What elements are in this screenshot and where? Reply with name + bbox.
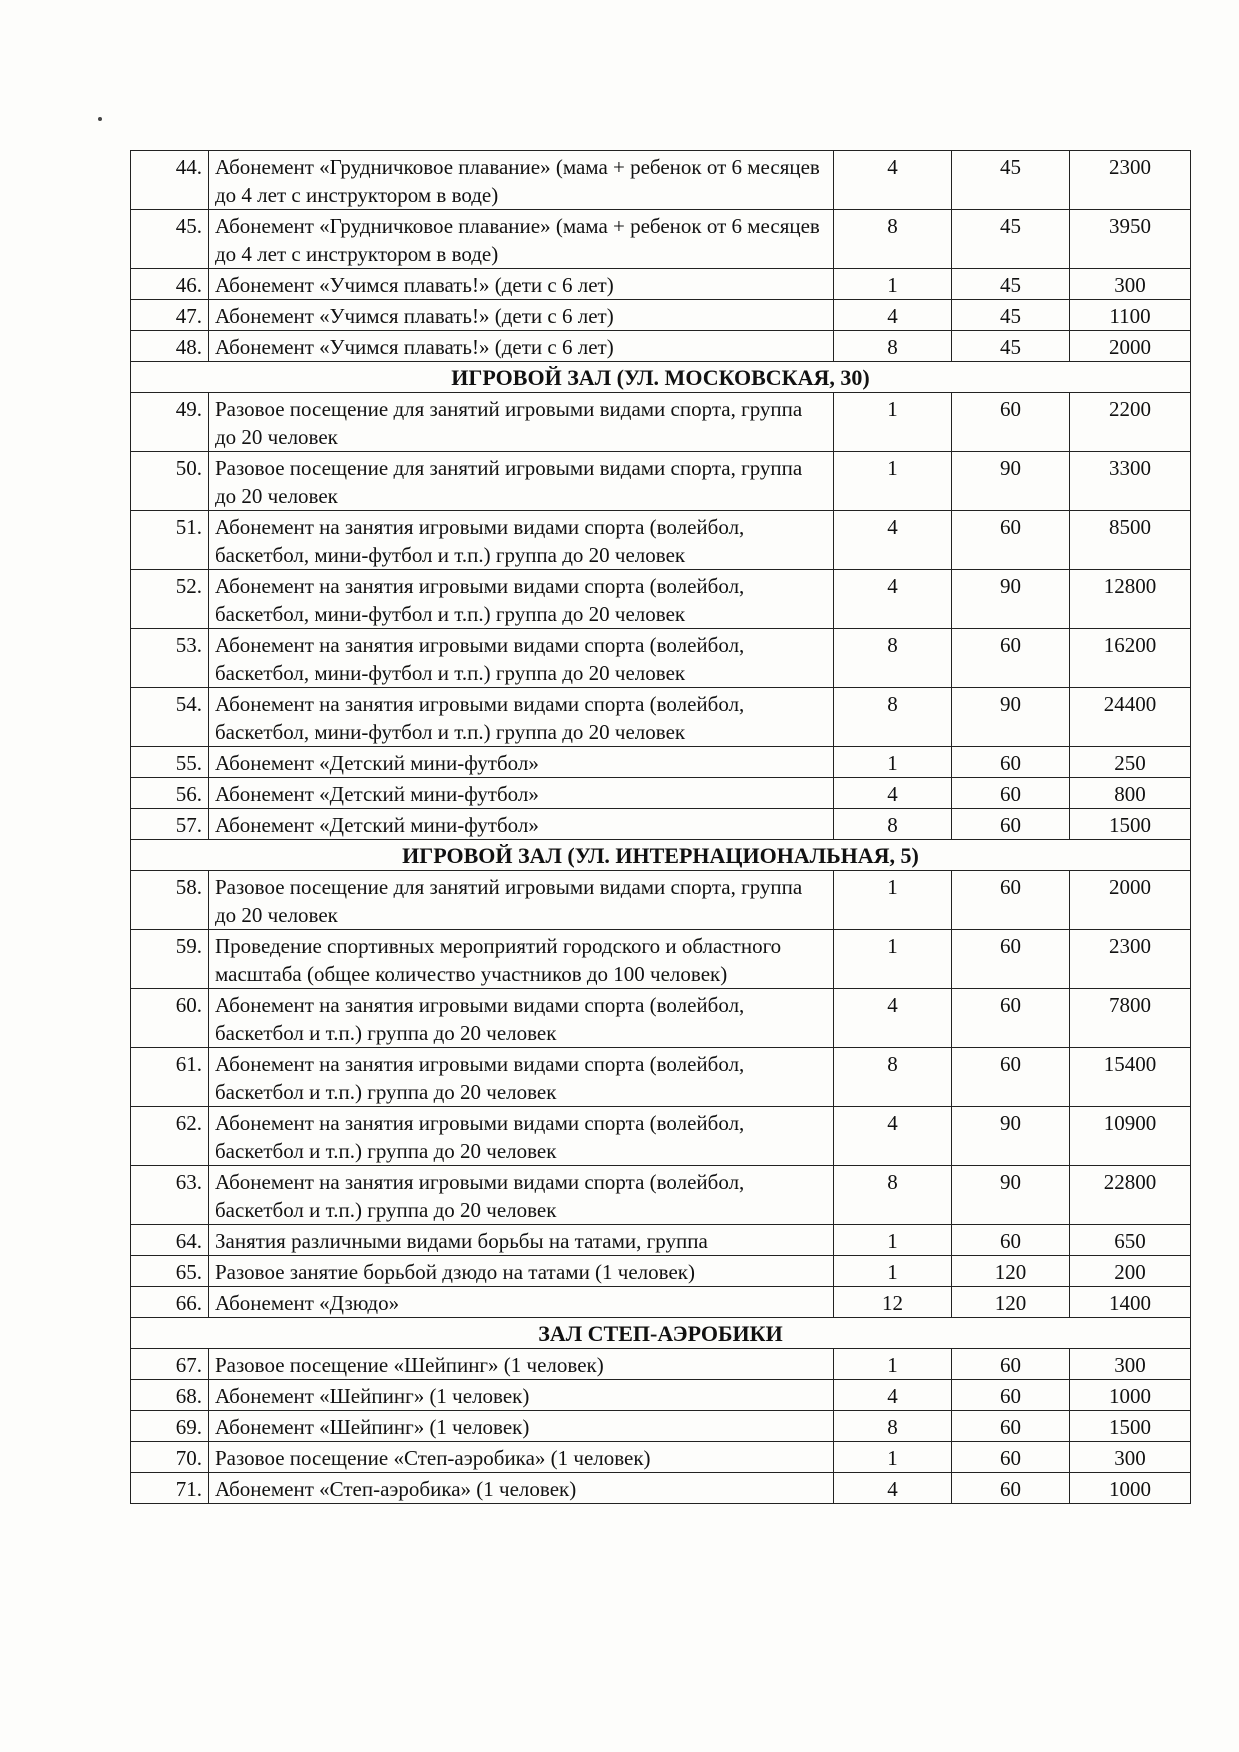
sessions-count-cell: 4 <box>834 1380 952 1411</box>
sessions-count-cell: 8 <box>834 809 952 840</box>
row-number-cell: 51. <box>131 511 209 570</box>
price-cell: 250 <box>1070 747 1191 778</box>
service-name-cell: Разовое посещение «Шейпинг» (1 человек) <box>209 1349 834 1380</box>
service-name-cell: Абонемент «Учимся плавать!» (дети с 6 лет) <box>209 331 834 362</box>
service-name-cell: Абонемент на занятия игровыми видами спорта (волейбол, баскетбол и т.п.) группа до 20 человек <box>209 1107 834 1166</box>
sessions-count-cell: 4 <box>834 570 952 629</box>
service-name-cell: Абонемент на занятия игровыми видами спорта (волейбол, баскетбол, мини-футбол и т.п.) группа до 20 человек <box>209 511 834 570</box>
row-number-cell: 55. <box>131 747 209 778</box>
row-number-cell: 53. <box>131 629 209 688</box>
price-cell: 12800 <box>1070 570 1191 629</box>
service-name-cell: Абонемент «Степ-аэробика» (1 человек) <box>209 1473 834 1504</box>
row-number-cell: 47. <box>131 300 209 331</box>
duration-cell: 120 <box>952 1287 1070 1318</box>
price-cell: 1000 <box>1070 1473 1191 1504</box>
service-name-cell: Разовое посещение для занятий игровыми видами спорта, группа до 20 человек <box>209 871 834 930</box>
table-row <box>131 1411 1191 1442</box>
service-name-cell: Абонемент на занятия игровыми видами спорта (волейбол, баскетбол и т.п.) группа до 20 человек <box>209 1048 834 1107</box>
duration-cell: 45 <box>952 210 1070 269</box>
table-row <box>131 1380 1191 1411</box>
table-row <box>131 151 1191 210</box>
sessions-count-cell: 4 <box>834 1473 952 1504</box>
table-row <box>131 570 1191 629</box>
duration-cell: 60 <box>952 747 1070 778</box>
sessions-count-cell: 4 <box>834 1107 952 1166</box>
price-cell: 10900 <box>1070 1107 1191 1166</box>
price-cell: 300 <box>1070 269 1191 300</box>
table-row <box>131 1225 1191 1256</box>
sessions-count-cell: 1 <box>834 1442 952 1473</box>
service-name-cell: Проведение спортивных мероприятий городского и областного масштаба (общее количество участников до 100 человек) <box>209 930 834 989</box>
price-cell: 8500 <box>1070 511 1191 570</box>
table-row <box>131 747 1191 778</box>
duration-cell: 45 <box>952 300 1070 331</box>
sessions-count-cell: 1 <box>834 930 952 989</box>
row-number-cell: 65. <box>131 1256 209 1287</box>
duration-cell: 60 <box>952 1048 1070 1107</box>
price-cell: 2300 <box>1070 151 1191 210</box>
scan-speck <box>98 117 102 121</box>
row-number-cell: 58. <box>131 871 209 930</box>
sessions-count-cell: 4 <box>834 778 952 809</box>
table-row <box>131 989 1191 1048</box>
duration-cell: 60 <box>952 511 1070 570</box>
price-cell: 3950 <box>1070 210 1191 269</box>
duration-cell: 60 <box>952 1411 1070 1442</box>
price-cell: 1000 <box>1070 1380 1191 1411</box>
duration-cell: 45 <box>952 269 1070 300</box>
price-cell: 200 <box>1070 1256 1191 1287</box>
sessions-count-cell: 8 <box>834 688 952 747</box>
table-row <box>131 452 1191 511</box>
sessions-count-cell: 8 <box>834 1166 952 1225</box>
sessions-count-cell: 8 <box>834 210 952 269</box>
sessions-count-cell: 1 <box>834 1225 952 1256</box>
section-title: ЗАЛ СТЕП-АЭРОБИКИ <box>131 1318 1191 1349</box>
duration-cell: 90 <box>952 1107 1070 1166</box>
service-name-cell: Абонемент «Дзюдо» <box>209 1287 834 1318</box>
duration-cell: 60 <box>952 989 1070 1048</box>
service-name-cell: Абонемент на занятия игровыми видами спорта (волейбол, баскетбол, мини-футбол и т.п.) группа до 20 человек <box>209 570 834 629</box>
row-number-cell: 48. <box>131 331 209 362</box>
table-row <box>131 1048 1191 1107</box>
price-cell: 2300 <box>1070 930 1191 989</box>
section-title: ИГРОВОЙ ЗАЛ (УЛ. МОСКОВСКАЯ, 30) <box>131 362 1191 393</box>
sessions-count-cell: 1 <box>834 393 952 452</box>
service-name-cell: Разовое занятие борьбой дзюдо на татами (1 человек) <box>209 1256 834 1287</box>
row-number-cell: 44. <box>131 151 209 210</box>
row-number-cell: 67. <box>131 1349 209 1380</box>
price-cell: 2000 <box>1070 871 1191 930</box>
table-row <box>131 688 1191 747</box>
table-row <box>131 629 1191 688</box>
service-name-cell: Разовое посещение для занятий игровыми видами спорта, группа до 20 человек <box>209 393 834 452</box>
table-row <box>131 269 1191 300</box>
sessions-count-cell: 4 <box>834 151 952 210</box>
price-cell: 1100 <box>1070 300 1191 331</box>
duration-cell: 60 <box>952 1225 1070 1256</box>
row-number-cell: 61. <box>131 1048 209 1107</box>
sessions-count-cell: 8 <box>834 629 952 688</box>
duration-cell: 45 <box>952 331 1070 362</box>
service-name-cell: Абонемент «Грудничковое плавание» (мама + ребенок от 6 месяцев до 4 лет с инструктором в воде) <box>209 210 834 269</box>
row-number-cell: 69. <box>131 1411 209 1442</box>
table-row <box>131 1256 1191 1287</box>
price-cell: 1400 <box>1070 1287 1191 1318</box>
price-cell: 650 <box>1070 1225 1191 1256</box>
section-row <box>131 362 1191 393</box>
service-name-cell: Абонемент на занятия игровыми видами спорта (волейбол, баскетбол, мини-футбол и т.п.) группа до 20 человек <box>209 688 834 747</box>
row-number-cell: 50. <box>131 452 209 511</box>
row-number-cell: 60. <box>131 989 209 1048</box>
table-row <box>131 393 1191 452</box>
price-cell: 300 <box>1070 1349 1191 1380</box>
table-row <box>131 930 1191 989</box>
duration-cell: 90 <box>952 1166 1070 1225</box>
row-number-cell: 49. <box>131 393 209 452</box>
service-name-cell: Абонемент «Детский мини-футбол» <box>209 778 834 809</box>
sessions-count-cell: 8 <box>834 1048 952 1107</box>
price-cell: 300 <box>1070 1442 1191 1473</box>
service-name-cell: Абонемент на занятия игровыми видами спорта (волейбол, баскетбол и т.п.) группа до 20 человек <box>209 1166 834 1225</box>
row-number-cell: 68. <box>131 1380 209 1411</box>
table-row <box>131 1166 1191 1225</box>
row-number-cell: 45. <box>131 210 209 269</box>
sessions-count-cell: 8 <box>834 331 952 362</box>
table-row <box>131 511 1191 570</box>
section-row <box>131 840 1191 871</box>
service-name-cell: Разовое посещение «Степ-аэробика» (1 человек) <box>209 1442 834 1473</box>
sessions-count-cell: 8 <box>834 1411 952 1442</box>
price-cell: 2000 <box>1070 331 1191 362</box>
row-number-cell: 62. <box>131 1107 209 1166</box>
price-cell: 800 <box>1070 778 1191 809</box>
price-cell: 2200 <box>1070 393 1191 452</box>
price-cell: 1500 <box>1070 1411 1191 1442</box>
duration-cell: 45 <box>952 151 1070 210</box>
service-name-cell: Абонемент «Шейпинг» (1 человек) <box>209 1380 834 1411</box>
price-cell: 3300 <box>1070 452 1191 511</box>
service-name-cell: Занятия различными видами борьбы на татами, группа <box>209 1225 834 1256</box>
price-table-body <box>131 151 1191 1504</box>
service-name-cell: Абонемент «Учимся плавать!» (дети с 6 лет) <box>209 300 834 331</box>
sessions-count-cell: 4 <box>834 300 952 331</box>
row-number-cell: 66. <box>131 1287 209 1318</box>
service-name-cell: Абонемент «Шейпинг» (1 человек) <box>209 1411 834 1442</box>
table-row <box>131 1442 1191 1473</box>
section-title: ИГРОВОЙ ЗАЛ (УЛ. ИНТЕРНАЦИОНАЛЬНАЯ, 5) <box>131 840 1191 871</box>
table-row <box>131 1349 1191 1380</box>
sessions-count-cell: 1 <box>834 1349 952 1380</box>
duration-cell: 90 <box>952 570 1070 629</box>
service-name-cell: Абонемент «Детский мини-футбол» <box>209 747 834 778</box>
duration-cell: 60 <box>952 1349 1070 1380</box>
sessions-count-cell: 4 <box>834 989 952 1048</box>
duration-cell: 60 <box>952 778 1070 809</box>
table-row <box>131 871 1191 930</box>
service-name-cell: Абонемент «Детский мини-футбол» <box>209 809 834 840</box>
row-number-cell: 63. <box>131 1166 209 1225</box>
duration-cell: 60 <box>952 809 1070 840</box>
duration-cell: 90 <box>952 688 1070 747</box>
sessions-count-cell: 1 <box>834 871 952 930</box>
row-number-cell: 71. <box>131 1473 209 1504</box>
duration-cell: 60 <box>952 629 1070 688</box>
duration-cell: 60 <box>952 1442 1070 1473</box>
section-row <box>131 1318 1191 1349</box>
row-number-cell: 46. <box>131 269 209 300</box>
service-name-cell: Разовое посещение для занятий игровыми видами спорта, группа до 20 человек <box>209 452 834 511</box>
duration-cell: 60 <box>952 393 1070 452</box>
table-row <box>131 300 1191 331</box>
service-name-cell: Абонемент «Грудничковое плавание» (мама + ребенок от 6 месяцев до 4 лет с инструктором в воде) <box>209 151 834 210</box>
sessions-count-cell: 1 <box>834 269 952 300</box>
table-row <box>131 1473 1191 1504</box>
row-number-cell: 54. <box>131 688 209 747</box>
price-cell: 1500 <box>1070 809 1191 840</box>
row-number-cell: 57. <box>131 809 209 840</box>
price-cell: 24400 <box>1070 688 1191 747</box>
duration-cell: 60 <box>952 871 1070 930</box>
price-table <box>130 150 1191 1504</box>
row-number-cell: 70. <box>131 1442 209 1473</box>
table-row <box>131 210 1191 269</box>
duration-cell: 60 <box>952 1473 1070 1504</box>
service-name-cell: Абонемент «Учимся плавать!» (дети с 6 лет) <box>209 269 834 300</box>
price-cell: 15400 <box>1070 1048 1191 1107</box>
row-number-cell: 56. <box>131 778 209 809</box>
duration-cell: 60 <box>952 930 1070 989</box>
service-name-cell: Абонемент на занятия игровыми видами спорта (волейбол, баскетбол и т.п.) группа до 20 человек <box>209 989 834 1048</box>
duration-cell: 60 <box>952 1380 1070 1411</box>
sessions-count-cell: 1 <box>834 1256 952 1287</box>
table-row <box>131 331 1191 362</box>
price-cell: 22800 <box>1070 1166 1191 1225</box>
table-row <box>131 1287 1191 1318</box>
sessions-count-cell: 4 <box>834 511 952 570</box>
sessions-count-cell: 1 <box>834 747 952 778</box>
duration-cell: 120 <box>952 1256 1070 1287</box>
price-cell: 16200 <box>1070 629 1191 688</box>
table-row <box>131 809 1191 840</box>
row-number-cell: 59. <box>131 930 209 989</box>
sessions-count-cell: 1 <box>834 452 952 511</box>
sessions-count-cell: 12 <box>834 1287 952 1318</box>
duration-cell: 90 <box>952 452 1070 511</box>
row-number-cell: 64. <box>131 1225 209 1256</box>
table-row <box>131 1107 1191 1166</box>
row-number-cell: 52. <box>131 570 209 629</box>
table-row <box>131 778 1191 809</box>
price-cell: 7800 <box>1070 989 1191 1048</box>
service-name-cell: Абонемент на занятия игровыми видами спорта (волейбол, баскетбол, мини-футбол и т.п.) группа до 20 человек <box>209 629 834 688</box>
